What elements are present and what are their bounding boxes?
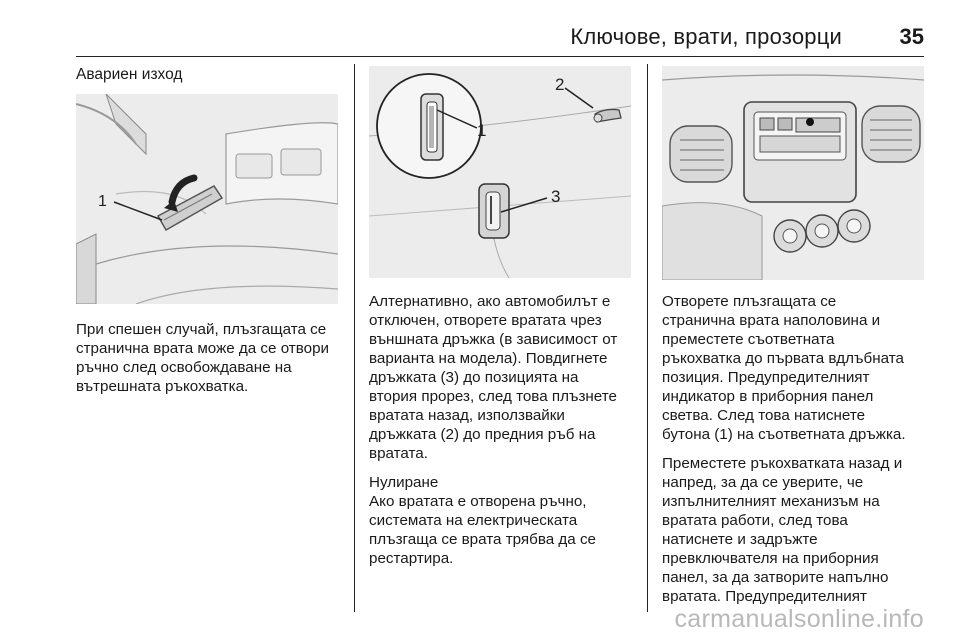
column-divider-2 <box>647 64 648 612</box>
callout-3: 3 <box>551 187 561 206</box>
figure-dashboard-switch <box>662 66 924 280</box>
middle-column-text <box>369 292 643 578</box>
right-column-text <box>662 292 934 616</box>
center-console <box>744 102 856 202</box>
figure-exterior-door-handle <box>369 66 631 278</box>
left-column-text <box>76 320 348 406</box>
left-air-vent <box>670 126 732 182</box>
callout-1: 1 <box>477 121 487 140</box>
power-door-switch-icon <box>806 118 814 126</box>
right-air-vent <box>862 106 920 162</box>
callout-1: 1 <box>98 193 107 210</box>
page-header-title: Ключове, врати, прозорци <box>570 24 842 49</box>
interior-door-illustration <box>76 94 338 304</box>
exterior-door-illustration <box>369 66 631 278</box>
watermark: carmanualsonline.info <box>674 605 924 633</box>
header-rule <box>76 56 924 57</box>
paragraph: Отворете плъзгащата се странична врата наполовина и преместете съответната ръкохватка до първата вдлъбната позиция. Предупредителният индикатор в приборния панел светва. След това натиснете бутона (1) на съответната дръжка. <box>662 293 906 443</box>
column-divider-1 <box>354 64 355 612</box>
page-number: 35 <box>899 24 924 49</box>
zoom-inset <box>377 74 481 178</box>
paragraph: Алтернативно, ако автомобилът е отключен, отворете вратата чрез външната дръжка (в зависимост от варианта на модела). Повдигнете дръжката (3) до позицията на втория прорез, след това плъзнете вратата назад, използвайки дръжката (2) до предния ръб на вратата. <box>369 293 618 462</box>
section-heading-emergency-exit: Авариен изход <box>76 66 183 83</box>
paragraph: Ако вратата е отворена ръчно, системата на електрическата плъзгаща се врата трябва да се рестартира. <box>369 493 596 567</box>
subheading-reset: Нулиране <box>369 474 439 491</box>
callout-2: 2 <box>555 75 565 94</box>
paragraph: При спешен случай, плъзгащата се странична врата може да се отвори ръчно след освобождаване на вътрешната ръкохватка. <box>76 321 330 395</box>
dashboard-illustration <box>662 66 924 280</box>
figure-interior-door-handle <box>76 94 338 304</box>
paragraph: Преместете ръкохватката назад и напред, за да се уверите, че изпълнителният механизъм на вратата работи, след това натиснете и задръжте превключвателя на приборния панел, за да затворите напълно вратата. Предупредителният <box>662 455 903 605</box>
